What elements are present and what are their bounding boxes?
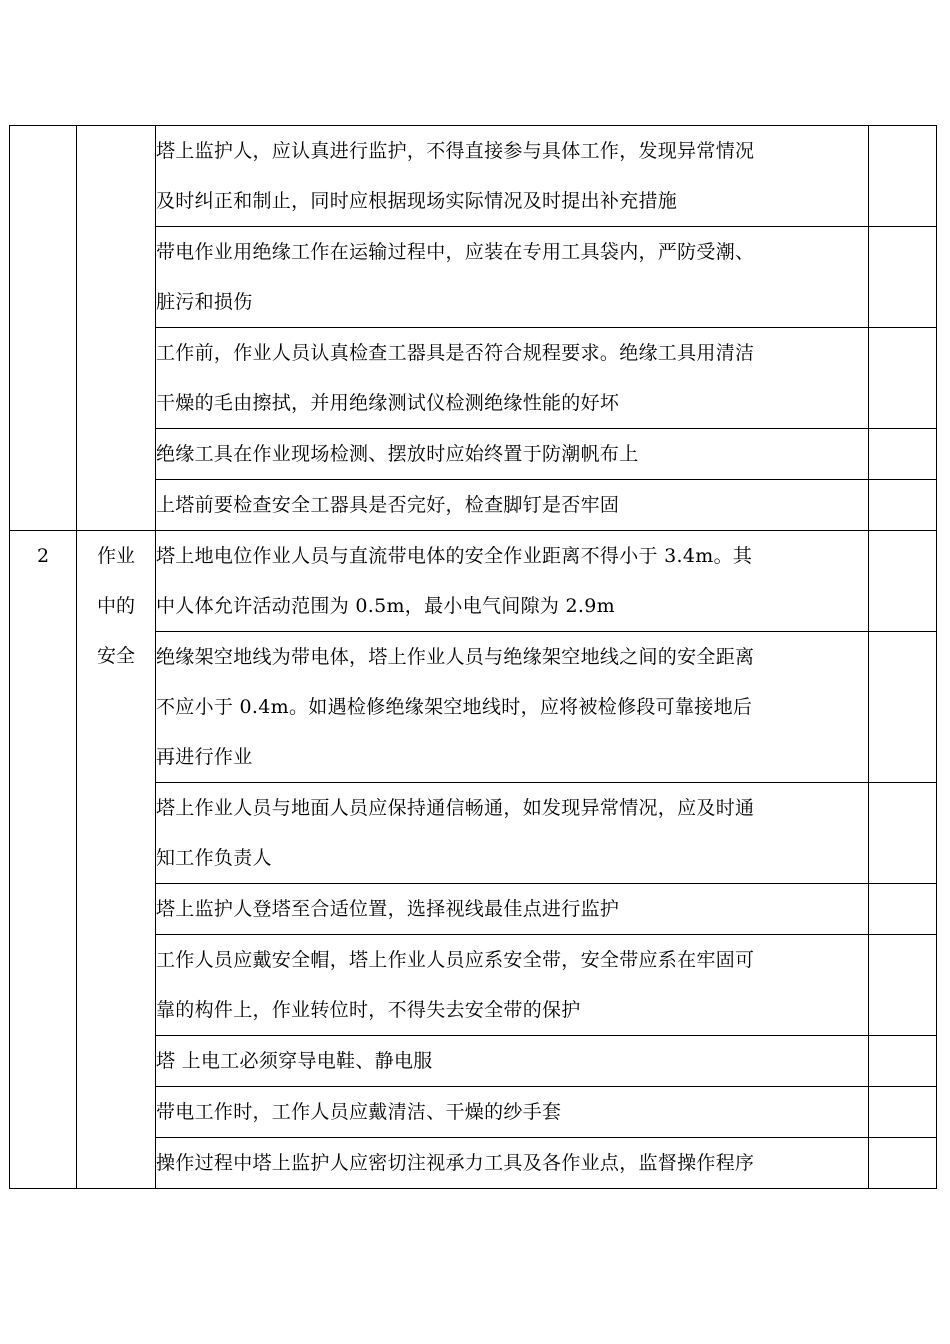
check-cell [869, 1138, 937, 1189]
check-cell [869, 429, 937, 480]
measure-cell [156, 935, 869, 1036]
item-number-cell: 2 [10, 531, 77, 1189]
measure-cell [156, 632, 869, 783]
measure-text-line: 绝缘工具在作业现场检测、摆放时应始终置于防潮帆布上 [156, 443, 639, 465]
table-row [10, 531, 937, 632]
category-line: 中的 [96, 595, 135, 617]
measure-text-line: 不应小于 0.4m。如遇检修绝缘架空地线时，应将被检修段可靠接地后 [156, 696, 753, 718]
check-cell [869, 126, 937, 227]
measure-cell [156, 328, 869, 429]
measure-text-line: 再进行作业 [156, 746, 253, 768]
check-cell [869, 1036, 937, 1087]
category-cell [77, 531, 156, 1189]
table-body [10, 126, 937, 1189]
safety-measures-table [9, 125, 937, 1189]
measure-text-line: 塔上监护人，应认真进行监护，不得直接参与具体工作，发现异常情况 [156, 140, 755, 162]
measure-text-line: 工作前，作业人员认真检查工器具是否符合规程要求。绝缘工具用清洁 [156, 342, 755, 364]
measure-text-line: 上塔前要检查安全工器具是否完好，检查脚钉是否牢固 [156, 494, 620, 516]
measure-cell [156, 1087, 869, 1138]
check-cell [869, 328, 937, 429]
measure-cell [156, 884, 869, 935]
check-cell [869, 227, 937, 328]
measure-text-line: 操作过程中塔上监护人应密切注视承力工具及各作业点，监督操作程序 [156, 1152, 755, 1174]
check-cell [869, 632, 937, 783]
measure-cell [156, 227, 869, 328]
category-line: 作业 [96, 545, 135, 567]
measure-text-line: 工作人员应戴安全帽，塔上作业人员应系安全带，安全带应系在牢固可 [156, 949, 755, 971]
measure-text-line: 塔上作业人员与地面人员应保持通信畅通，如发现异常情况，应及时通 [156, 797, 755, 819]
measure-text-line: 塔上地电位作业人员与直流带电体的安全作业距离不得小于 3.4m。其 [156, 545, 753, 567]
check-cell [869, 783, 937, 884]
check-cell [869, 531, 937, 632]
measure-text-line: 绝缘架空地线为带电体，塔上作业人员与绝缘架空地线之间的安全距离 [156, 646, 755, 668]
measure-cell [156, 531, 869, 632]
measure-text-line: 脏污和损伤 [156, 291, 253, 313]
measure-text-line: 带电作业用绝缘工作在运输过程中，应装在专用工具袋内，严防受潮、 [156, 241, 755, 263]
measure-text-line: 带电工作时，工作人员应戴清洁、干燥的纱手套 [156, 1101, 562, 1123]
measure-text-line: 塔上监护人登塔至合适位置，选择视线最佳点进行监护 [156, 898, 620, 920]
measure-cell [156, 429, 869, 480]
measure-text-line: 干燥的毛由擦拭，并用绝缘测试仪检测绝缘性能的好坏 [156, 392, 620, 414]
measure-cell [156, 783, 869, 884]
measure-text-line: 知工作负责人 [156, 847, 272, 869]
check-cell [869, 1087, 937, 1138]
measure-cell [156, 1138, 869, 1189]
check-cell [869, 935, 937, 1036]
measure-text-line: 及时纠正和制止，同时应根据现场实际情况及时提出补充措施 [156, 190, 678, 212]
measure-text-line: 中人体允许活动范围为 0.5m，最小电气间隙为 2.9m [156, 595, 615, 617]
table-row [10, 126, 937, 227]
measure-cell [156, 480, 869, 531]
check-cell [869, 884, 937, 935]
measure-cell [156, 126, 869, 227]
measure-text-line: 塔 上电工必须穿导电鞋、静电服 [156, 1050, 433, 1072]
item-number-cell [10, 126, 77, 531]
category-cell [77, 126, 156, 531]
measure-cell [156, 1036, 869, 1087]
measure-text-line: 靠的构件上，作业转位时，不得失去安全带的保护 [156, 999, 581, 1021]
category-line: 安全 [96, 645, 135, 667]
check-cell [869, 480, 937, 531]
